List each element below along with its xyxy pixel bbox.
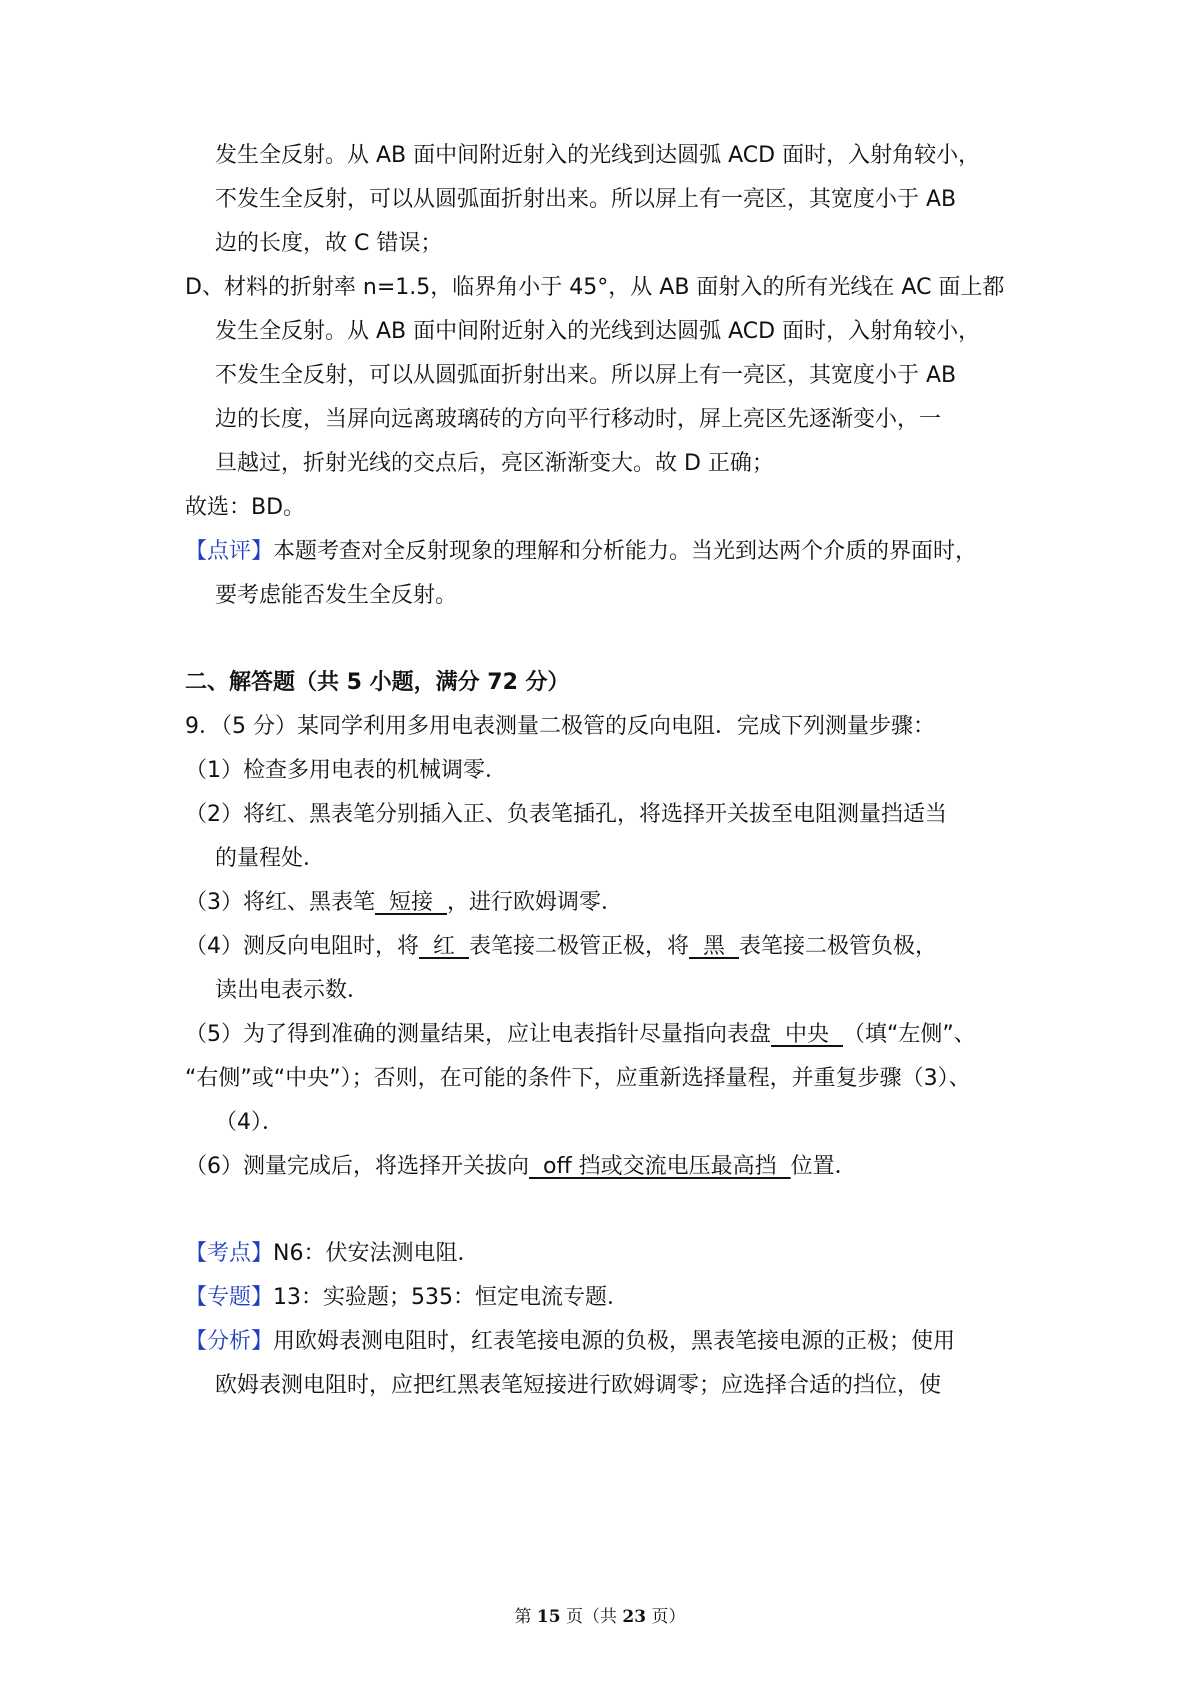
text-line: 旦越过，折射光线的交点后，亮区渐渐变大。故 D 正确； <box>215 451 774 476</box>
total-pages: 23 <box>622 1607 647 1627</box>
text-line: 欧姆表测电阻时，应把红黑表笔短接进行欧姆调零；应选择合适的挡位，使 <box>215 1373 942 1398</box>
step-2: （2）将红、黑表笔分别插入正、负表笔插孔，将选择开关拔至电阻测量挡适当 <box>185 802 947 827</box>
review-tag: 【点评】 <box>185 539 274 564</box>
text-line: 发生全反射。从 AB 面中间附近射入的光线到达圆弧 ACD 面时，入射角较小， <box>215 143 981 168</box>
step-1: （1）检查多用电表的机械调零． <box>185 758 507 783</box>
text-line: 要考虑能否发生全反射。 <box>215 583 458 608</box>
step-text: （4）测反向电阻时，将 <box>185 934 419 959</box>
step-text: 位置． <box>790 1154 857 1179</box>
step-text: （5）为了得到准确的测量结果，应让电表指针尽量指向表盘 <box>185 1022 771 1047</box>
answer-blank: 中央 <box>771 1022 843 1047</box>
footer-text: 第 <box>514 1607 537 1627</box>
step-3 <box>185 887 623 919</box>
question-stem: 9．（5 分）某同学利用多用电表测量二极管的反向电阻．完成下列测量步骤： <box>185 714 935 739</box>
answer-blank: 短接 <box>375 890 447 915</box>
answer-blank: off 挡或交流电压最高挡 <box>529 1154 791 1179</box>
answer-blank: 红 <box>419 934 469 959</box>
step-text: （6）测量完成后，将选择开关拔向 <box>185 1154 529 1179</box>
kaodian-text: N6：伏安法测电阻． <box>273 1241 480 1266</box>
footer-text: 页（共 <box>560 1607 623 1627</box>
text-line: 边的长度，故 C 错误； <box>215 231 443 256</box>
text-line: 的量程处． <box>215 846 326 871</box>
text-line: 发生全反射。从 AB 面中间附近射入的光线到达圆弧 ACD 面时，入射角较小， <box>215 319 981 344</box>
step-6 <box>185 1151 857 1183</box>
page-number: 15 <box>536 1607 561 1627</box>
step-text: ，进行欧姆调零． <box>446 890 623 915</box>
step-text: （3）将红、黑表笔 <box>185 890 375 915</box>
text-line: 不发生全反射，可以从圆弧面折射出来。所以屏上有一亮区，其宽度小于 AB <box>215 187 957 212</box>
fenxi-text: 用欧姆表测电阻时，红表笔接电源的负极，黑表笔接电源的正极；使用 <box>273 1329 956 1354</box>
step-5 <box>185 1019 976 1051</box>
text-line: （4）． <box>215 1110 284 1135</box>
step-text: 表笔接二极管负极， <box>738 934 937 959</box>
review-line <box>185 536 977 568</box>
zhuanti-line <box>185 1282 629 1314</box>
page-footer <box>0 1602 1200 1627</box>
text-line: 边的长度，当屏向远离玻璃砖的方向平行移动时，屏上亮区先逐渐变小，一 <box>215 407 942 432</box>
kaodian-tag: 【考点】 <box>185 1241 274 1266</box>
zhuanti-tag: 【专题】 <box>185 1285 274 1310</box>
answer-choice: 故选：BD。 <box>185 495 306 520</box>
step-text: （填“左侧”、 <box>842 1022 976 1047</box>
zhuanti-text: 13：实验题；535：恒定电流专题． <box>273 1285 630 1310</box>
text-line: 不发生全反射，可以从圆弧面折射出来。所以屏上有一亮区，其宽度小于 AB <box>215 363 957 388</box>
option-d-line: D、材料的折射率 n=1.5，临界角小于 45°，从 AB 面射入的所有光线在 AC 面上都 <box>185 275 1005 300</box>
review-text: 本题考查对全反射现象的理解和分析能力。当光到达两个介质的界面时， <box>273 539 978 564</box>
text-line: 读出电表示数． <box>215 978 370 1003</box>
step-4 <box>185 931 937 963</box>
footer-text: 页） <box>646 1607 686 1627</box>
fenxi-tag: 【分析】 <box>185 1329 274 1354</box>
answer-blank: 黑 <box>689 934 739 959</box>
kaodian-line <box>185 1238 479 1270</box>
fenxi-line <box>185 1326 955 1358</box>
section-title: 二、解答题（共 5 小题，满分 72 分） <box>185 670 570 695</box>
text-line: “右侧”或“中央”）；否则，在可能的条件下，应重新选择量程，并重复步骤（3）、 <box>185 1066 971 1091</box>
step-text: 表笔接二极管正极，将 <box>468 934 689 959</box>
